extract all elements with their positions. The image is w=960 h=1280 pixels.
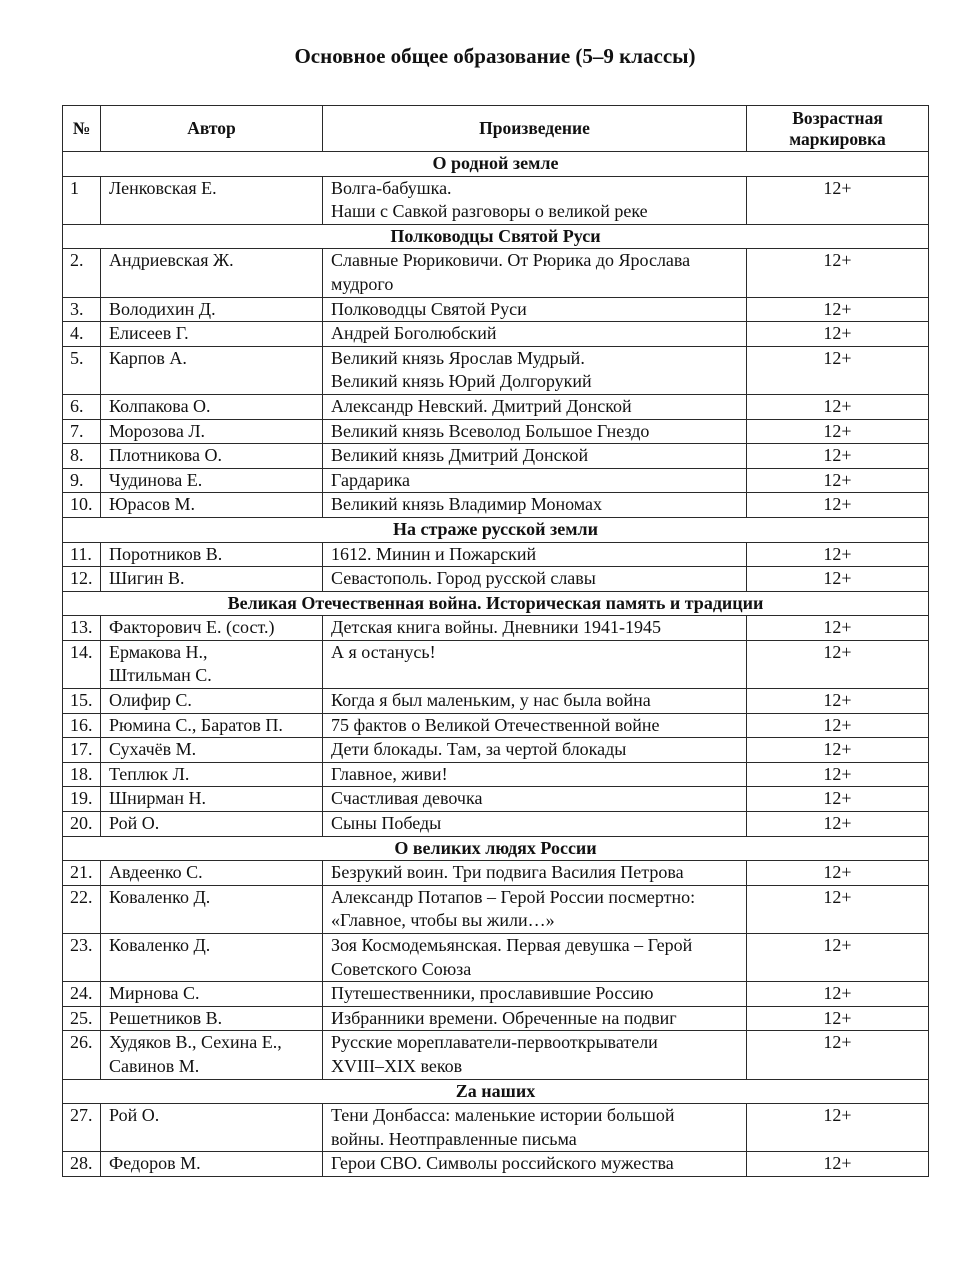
- work-title-line: Гардарика: [331, 469, 410, 490]
- work-cell: [323, 297, 747, 322]
- work-cell: [323, 982, 747, 1007]
- age-rating: 12+: [747, 934, 929, 982]
- work-title-line: Счастливая девочка: [331, 788, 483, 809]
- row-number: 17.: [63, 738, 101, 763]
- table-row: [63, 419, 929, 444]
- author-line: Коваленко Д.: [109, 886, 211, 907]
- row-number: 26.: [63, 1031, 101, 1079]
- age-rating: 12+: [747, 297, 929, 322]
- author-cell: [101, 1031, 323, 1079]
- author-cell: [101, 176, 323, 224]
- work-cell: [323, 346, 747, 394]
- work-title-line: Волга-бабушка.: [331, 177, 452, 198]
- work-cell: [323, 689, 747, 714]
- author-line: Морозова Л.: [109, 420, 206, 441]
- table-header-row: [63, 106, 929, 152]
- section-title: Великая Отечественная война. Историческая память и традиции: [63, 591, 929, 616]
- table-row: [63, 1006, 929, 1031]
- table-row: [63, 249, 929, 297]
- header-age-line2: маркировка: [789, 128, 886, 149]
- row-number: 27.: [63, 1104, 101, 1152]
- section-row: [63, 517, 929, 542]
- age-rating: 12+: [747, 249, 929, 297]
- row-number: 2.: [63, 249, 101, 297]
- author-cell: [101, 297, 323, 322]
- table-row: [63, 444, 929, 469]
- work-title-line: Великий князь Юрий Долгорукий: [331, 371, 592, 392]
- work-title-line: 1612. Минин и Пожарский: [331, 543, 537, 564]
- author-cell: [101, 616, 323, 641]
- work-cell: [323, 1006, 747, 1031]
- row-number: 6.: [63, 394, 101, 419]
- work-title-line: Великий князь Ярослав Мудрый.: [331, 347, 585, 368]
- author-line: Карпов А.: [109, 347, 187, 368]
- author-cell: [101, 861, 323, 886]
- work-title-line: Наши с Савкой разговоры о великой реке: [331, 201, 648, 222]
- work-title-line: Главное, живи!: [331, 763, 448, 784]
- table-row: [63, 616, 929, 641]
- work-title-line: Когда я был маленьким, у нас была война: [331, 690, 651, 711]
- age-rating: 12+: [747, 444, 929, 469]
- author-cell: [101, 468, 323, 493]
- section-title: Полководцы Святой Руси: [63, 224, 929, 249]
- section-title: О родной земле: [63, 152, 929, 177]
- work-cell: [323, 567, 747, 592]
- author-cell: [101, 738, 323, 763]
- author-cell: [101, 444, 323, 469]
- author-line: Авдеенко С.: [109, 862, 203, 883]
- header-number: №: [63, 106, 101, 152]
- work-cell: [323, 812, 747, 837]
- table-row: [63, 713, 929, 738]
- work-title-line: «Главное, чтобы вы жили…»: [331, 910, 555, 931]
- author-line: Решетников В.: [109, 1007, 223, 1028]
- row-number: 5.: [63, 346, 101, 394]
- table-row: [63, 542, 929, 567]
- row-number: 8.: [63, 444, 101, 469]
- table-row: [63, 493, 929, 518]
- author-line: Савинов М.: [109, 1055, 200, 1076]
- work-cell: [323, 1152, 747, 1177]
- age-rating: 12+: [747, 616, 929, 641]
- age-rating: 12+: [747, 322, 929, 347]
- row-number: 16.: [63, 713, 101, 738]
- work-cell: [323, 934, 747, 982]
- row-number: 23.: [63, 934, 101, 982]
- section-title: Zа наших: [63, 1079, 929, 1104]
- work-title-line: мудрого: [331, 273, 394, 294]
- header-work: Произведение: [323, 106, 747, 152]
- author-cell: [101, 1104, 323, 1152]
- table-row: [63, 322, 929, 347]
- work-cell: [323, 1104, 747, 1152]
- row-number: 10.: [63, 493, 101, 518]
- work-cell: [323, 176, 747, 224]
- age-rating: 12+: [747, 689, 929, 714]
- author-cell: [101, 1152, 323, 1177]
- book-list-table: [62, 105, 929, 1177]
- author-cell: [101, 640, 323, 688]
- author-line: Коваленко Д.: [109, 935, 211, 955]
- work-title-line: Полководцы Святой Руси: [331, 298, 527, 319]
- work-title-line: Тени Донбасса: маленькие истории большой: [331, 1105, 675, 1126]
- row-number: 21.: [63, 861, 101, 886]
- section-row: [63, 1079, 929, 1104]
- row-number: 22.: [63, 885, 101, 933]
- work-cell: [323, 249, 747, 297]
- author-line: Рюмина С., Баратов П.: [109, 714, 283, 735]
- work-title-line: Александр Невский. Дмитрий Донской: [331, 395, 632, 416]
- age-rating: 12+: [747, 861, 929, 886]
- author-line: Олифир С.: [109, 690, 192, 711]
- work-title-line: Дети блокады. Там, за чертой блокады: [331, 739, 627, 760]
- age-rating: 12+: [747, 982, 929, 1007]
- table-row: [63, 812, 929, 837]
- author-cell: [101, 346, 323, 394]
- work-title-line: Великий князь Дмитрий Донской: [331, 445, 589, 466]
- author-line: Поротников В.: [109, 543, 223, 564]
- work-cell: [323, 738, 747, 763]
- author-line: Рой О.: [109, 813, 160, 834]
- work-title-line: Славные Рюриковичи. От Рюрика до Ярослава: [331, 250, 691, 271]
- row-number: 18.: [63, 762, 101, 787]
- author-line: Володихин Д.: [109, 298, 216, 319]
- age-rating: 12+: [747, 419, 929, 444]
- table-row: [63, 787, 929, 812]
- author-line: Худяков В., Сехина Е.,: [109, 1032, 282, 1053]
- author-cell: [101, 885, 323, 933]
- age-rating: 12+: [747, 542, 929, 567]
- row-number: 24.: [63, 982, 101, 1007]
- section-title: На страже русской земли: [63, 517, 929, 542]
- author-line: Шнирман Н.: [109, 788, 207, 809]
- section-row: [63, 152, 929, 177]
- table-row: [63, 689, 929, 714]
- work-cell: [323, 322, 747, 347]
- work-title-line: Великий князь Всеволод Большое Гнездо: [331, 420, 650, 441]
- author-line: Плотникова О.: [109, 445, 222, 466]
- work-title-line: Зоя Космодемьянская. Первая девушка – Герой: [331, 935, 693, 955]
- author-cell: [101, 787, 323, 812]
- work-cell: [323, 861, 747, 886]
- author-cell: [101, 812, 323, 837]
- author-cell: [101, 322, 323, 347]
- age-rating: 12+: [747, 176, 929, 224]
- author-cell: [101, 493, 323, 518]
- row-number: 19.: [63, 787, 101, 812]
- row-number: 3.: [63, 297, 101, 322]
- table-row: [63, 297, 929, 322]
- section-row: [63, 591, 929, 616]
- age-rating: 12+: [747, 394, 929, 419]
- row-number: 1: [63, 176, 101, 224]
- table-row: [63, 567, 929, 592]
- work-title-line: Андрей Боголюбский: [331, 323, 497, 344]
- work-title-line: Русские мореплаватели-первооткрыватели: [331, 1032, 658, 1053]
- age-rating: 12+: [747, 640, 929, 688]
- work-cell: [323, 468, 747, 493]
- age-rating: 12+: [747, 787, 929, 812]
- author-cell: [101, 713, 323, 738]
- work-title-line: Безрукий воин. Три подвига Василия Петрова: [331, 862, 684, 883]
- work-cell: [323, 885, 747, 933]
- table-row: [63, 762, 929, 787]
- row-number: 9.: [63, 468, 101, 493]
- header-author: Автор: [101, 106, 323, 152]
- work-title-line: Великий князь Владимир Мономах: [331, 494, 602, 515]
- author-line: Шигин В.: [109, 568, 185, 589]
- author-cell: [101, 394, 323, 419]
- work-cell: [323, 542, 747, 567]
- age-rating: 12+: [747, 468, 929, 493]
- table-row: [63, 640, 929, 688]
- work-title-line: Севастополь. Город русской славы: [331, 568, 596, 589]
- author-line: Елисеев Г.: [109, 323, 189, 344]
- age-rating: 12+: [747, 1031, 929, 1079]
- age-rating: 12+: [747, 812, 929, 837]
- work-cell: [323, 787, 747, 812]
- author-cell: [101, 249, 323, 297]
- author-line: Колпакова О.: [109, 395, 211, 416]
- age-rating: 12+: [747, 713, 929, 738]
- work-cell: [323, 1031, 747, 1079]
- row-number: 28.: [63, 1152, 101, 1177]
- table-row: [63, 934, 929, 982]
- row-number: 4.: [63, 322, 101, 347]
- work-title-line: 75 фактов о Великой Отечественной войне: [331, 714, 660, 735]
- author-line: Теплюк Л.: [109, 763, 190, 784]
- author-cell: [101, 689, 323, 714]
- work-title-line: Путешественники, прославившие Россию: [331, 983, 654, 1004]
- header-age-rating: [747, 106, 929, 152]
- work-cell: [323, 394, 747, 419]
- age-rating: 12+: [747, 762, 929, 787]
- age-rating: 12+: [747, 738, 929, 763]
- work-cell: [323, 493, 747, 518]
- author-line: Ермакова Н.,: [109, 641, 208, 662]
- age-rating: 12+: [747, 1104, 929, 1152]
- author-cell: [101, 762, 323, 787]
- author-line: Федоров М.: [109, 1153, 201, 1174]
- author-cell: [101, 934, 323, 982]
- work-title-line: XVIII–XIX веков: [331, 1055, 463, 1076]
- row-number: 25.: [63, 1006, 101, 1031]
- author-line: Юрасов М.: [109, 494, 195, 515]
- age-rating: 12+: [747, 1152, 929, 1177]
- table-row: [63, 176, 929, 224]
- work-title-line: Сыны Победы: [331, 813, 442, 834]
- row-number: 15.: [63, 689, 101, 714]
- work-title-line: войны. Неотправленные письма: [331, 1128, 577, 1149]
- author-cell: [101, 542, 323, 567]
- table-row: [63, 1104, 929, 1152]
- table-row: [63, 394, 929, 419]
- work-title-line: Детская книга войны. Дневники 1941-1945: [331, 617, 661, 638]
- row-number: 20.: [63, 812, 101, 837]
- section-title: О великих людях России: [63, 836, 929, 861]
- row-number: 7.: [63, 419, 101, 444]
- table-row: [63, 861, 929, 886]
- work-title-line: А я останусь!: [331, 641, 436, 662]
- work-cell: [323, 616, 747, 641]
- section-row: [63, 836, 929, 861]
- work-cell: [323, 444, 747, 469]
- page-title: Основное общее образование (5–9 классы): [294, 44, 696, 68]
- work-cell: [323, 762, 747, 787]
- age-rating: 12+: [747, 493, 929, 518]
- work-title-line: Советского Союза: [331, 958, 472, 979]
- table-row: [63, 346, 929, 394]
- table-body: [63, 152, 929, 1177]
- age-rating: 12+: [747, 567, 929, 592]
- author-line: Андриевская Ж.: [109, 250, 234, 271]
- table-row: [63, 1031, 929, 1079]
- author-line: Штильман С.: [109, 665, 212, 686]
- header-age-line1: Возрастная: [792, 107, 883, 128]
- author-cell: [101, 419, 323, 444]
- author-cell: [101, 1006, 323, 1031]
- row-number: 13.: [63, 616, 101, 641]
- table-row: [63, 738, 929, 763]
- age-rating: 12+: [747, 1006, 929, 1031]
- table-row: [63, 1152, 929, 1177]
- author-line: Факторович Е. (сост.): [109, 617, 275, 638]
- age-rating: 12+: [747, 346, 929, 394]
- work-cell: [323, 713, 747, 738]
- author-line: Чудинова Е.: [109, 469, 203, 490]
- table-row: [63, 982, 929, 1007]
- author-line: Ленковская Е.: [109, 177, 217, 198]
- row-number: 12.: [63, 567, 101, 592]
- section-row: [63, 224, 929, 249]
- work-title-line: Герои СВО. Символы российского мужества: [331, 1153, 674, 1174]
- work-title-line: Александр Потапов – Герой России посмертно:: [331, 886, 696, 907]
- row-number: 14.: [63, 640, 101, 688]
- age-rating: 12+: [747, 885, 929, 933]
- work-title-line: Избранники времени. Обреченные на подвиг: [331, 1007, 677, 1028]
- work-cell: [323, 419, 747, 444]
- author-cell: [101, 982, 323, 1007]
- author-line: Рой О.: [109, 1105, 160, 1126]
- author-cell: [101, 567, 323, 592]
- work-cell: [323, 640, 747, 688]
- author-line: Сухачёв М.: [109, 739, 197, 760]
- author-line: Мирнова С.: [109, 983, 200, 1004]
- table-row: [63, 885, 929, 933]
- table-row: [63, 468, 929, 493]
- row-number: 11.: [63, 542, 101, 567]
